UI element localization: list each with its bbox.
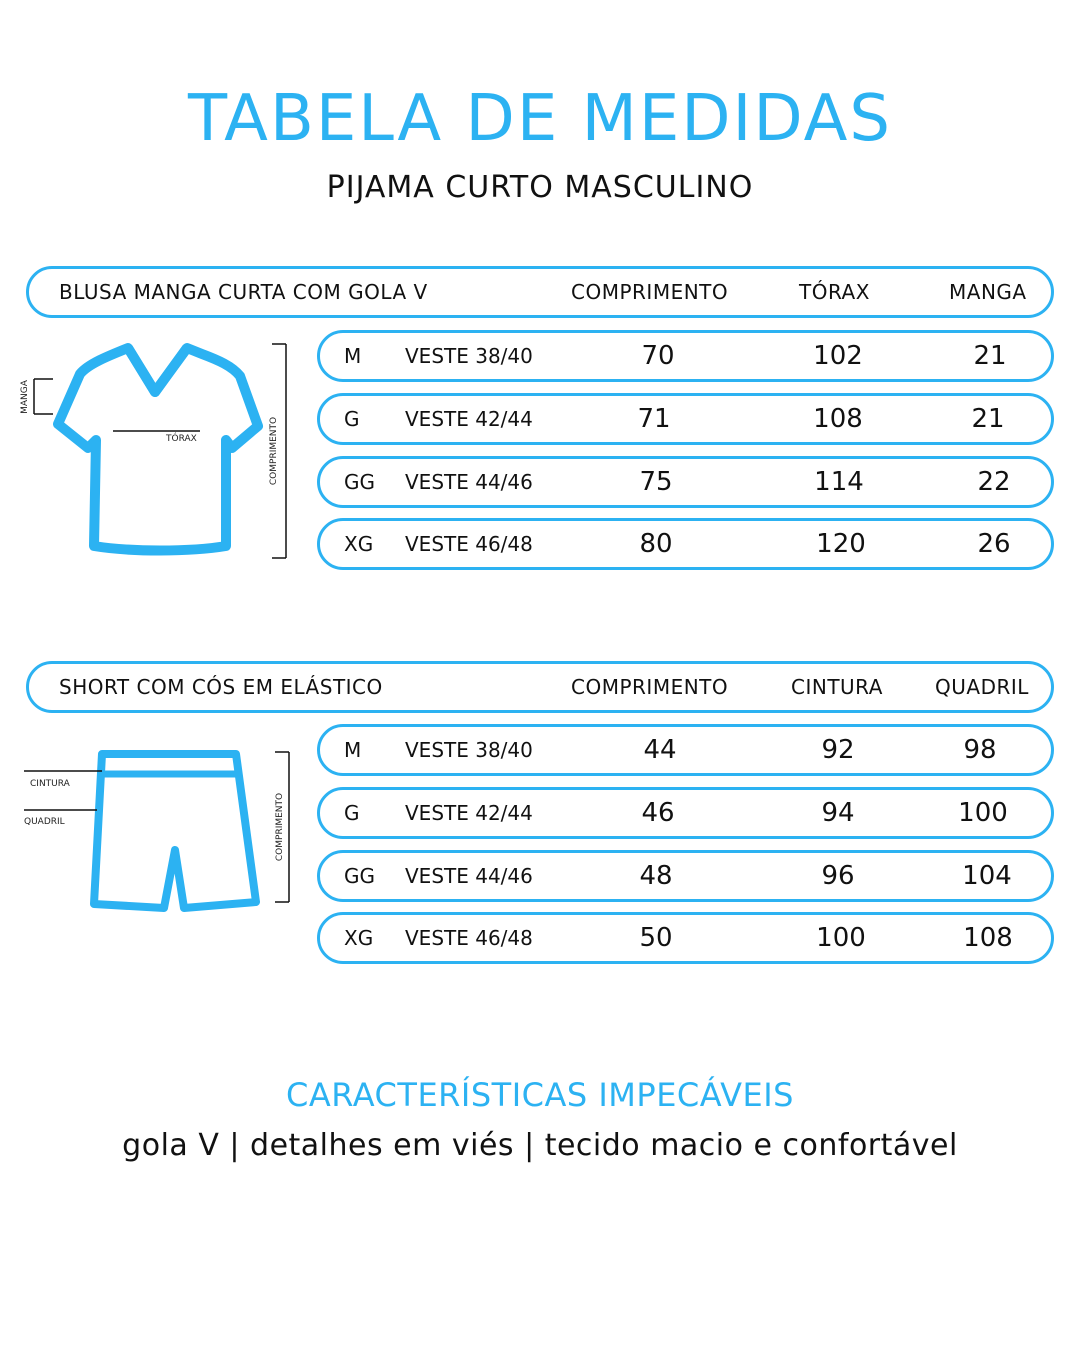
shirt-col-comprimento: COMPRIMENTO — [571, 280, 729, 304]
veste-label: VESTE 38/40 — [405, 344, 533, 368]
shorts-row-m — [317, 724, 1054, 776]
quadril-value: 108 — [963, 923, 1013, 953]
size-label: M — [344, 738, 362, 762]
manga-value: 22 — [977, 467, 1011, 497]
cintura-diagram-label: CINTURA — [30, 779, 70, 789]
manga-value: 21 — [973, 341, 1007, 371]
quadril-value: 104 — [962, 861, 1012, 891]
page-subtitle: PIJAMA CURTO MASCULINO — [326, 170, 754, 205]
size-label: GG — [344, 470, 375, 494]
cintura-value: 92 — [821, 735, 855, 765]
shirt-col-torax: TÓRAX — [799, 280, 870, 304]
torax-value: 102 — [813, 341, 863, 371]
shorts-col-quadril: QUADRIL — [935, 675, 1029, 699]
veste-label: VESTE 44/46 — [405, 864, 533, 888]
comprimento-value: 48 — [639, 861, 673, 891]
shorts-table-name: SHORT COM CÓS EM ELÁSTICO — [59, 675, 383, 699]
veste-label: VESTE 42/44 — [405, 407, 533, 431]
features-text: gola V | detalhes em viés | tecido macio e confortável — [122, 1128, 958, 1163]
quadril-value: 98 — [963, 735, 997, 765]
size-label: G — [344, 407, 360, 431]
shirt-row-xg — [317, 518, 1054, 570]
quadril-value: 100 — [958, 798, 1008, 828]
comprimento-value: 44 — [643, 735, 677, 765]
manga-value: 26 — [977, 529, 1011, 559]
size-label: XG — [344, 926, 374, 950]
quadril-diagram-label: QUADRIL — [24, 817, 65, 827]
shorts-table-header — [26, 661, 1054, 713]
size-label: GG — [344, 864, 375, 888]
size-label: G — [344, 801, 360, 825]
shirt-outline-icon — [0, 330, 310, 570]
veste-label: VESTE 42/44 — [405, 801, 533, 825]
shorts-outline-icon — [0, 740, 310, 920]
torax-diagram-label: TÓRAX — [166, 434, 197, 444]
comprimento-value: 46 — [641, 798, 675, 828]
cintura-value: 94 — [821, 798, 855, 828]
shorts-row-gg — [317, 850, 1054, 902]
comprimento-value: 80 — [639, 529, 673, 559]
cintura-value: 96 — [821, 861, 855, 891]
page-title: TABELA DE MEDIDAS — [188, 82, 892, 156]
shorts-col-cintura: CINTURA — [791, 675, 883, 699]
comprimento-value: 75 — [639, 467, 673, 497]
manga-value: 21 — [971, 404, 1005, 434]
shirt-col-manga: MANGA — [949, 280, 1027, 304]
shirt-comprimento-diagram-label: COMPRIMENTO — [269, 416, 280, 486]
torax-value: 120 — [816, 529, 866, 559]
shorts-row-xg — [317, 912, 1054, 964]
features-title: CARACTERÍSTICAS IMPECÁVEIS — [286, 1076, 794, 1114]
torax-value: 108 — [813, 404, 863, 434]
comprimento-value: 71 — [637, 404, 671, 434]
shirt-table-name: BLUSA MANGA CURTA COM GOLA V — [59, 280, 428, 304]
shorts-row-g — [317, 787, 1054, 839]
comprimento-value: 70 — [641, 341, 675, 371]
shorts-comprimento-diagram-label: COMPRIMENTO — [275, 792, 286, 862]
shirt-table-header — [26, 266, 1054, 318]
shirt-row-m — [317, 330, 1054, 382]
veste-label: VESTE 38/40 — [405, 738, 533, 762]
shorts-col-comprimento: COMPRIMENTO — [571, 675, 729, 699]
comprimento-value: 50 — [639, 923, 673, 953]
veste-label: VESTE 46/48 — [405, 926, 533, 950]
shirt-row-gg — [317, 456, 1054, 508]
shirt-row-g — [317, 393, 1054, 445]
torax-value: 114 — [814, 467, 864, 497]
veste-label: VESTE 44/46 — [405, 470, 533, 494]
cintura-value: 100 — [816, 923, 866, 953]
size-label: XG — [344, 532, 374, 556]
veste-label: VESTE 46/48 — [405, 532, 533, 556]
manga-diagram-label: MANGA — [19, 380, 30, 414]
size-label: M — [344, 344, 362, 368]
